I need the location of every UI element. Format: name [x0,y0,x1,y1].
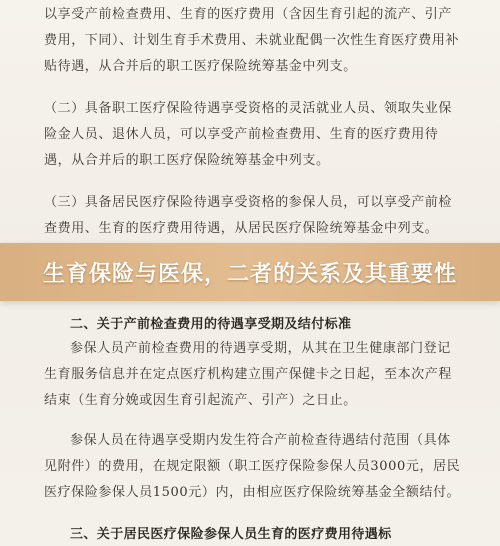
paragraph-prenatal-limits: 参保人员在待遇享受期内发生符合产前检查待遇结付范围（具体见附件）的费用，在规定限额（职工医疗保险参保人员3000元，居民医疗保险参保人员1500元）内，由相应医疗保险统筹基金全额结付。 [44,433,461,500]
paragraph-item-2: （二）具备职工医疗保险待遇享受资格的灵活就业人员、领取失业保险金人员、退休人员，可以享受产前检查费用、生育的医疗费用待遇，从合并后的职工医疗保险统筹基金中列支。 [44,101,453,168]
paragraph-benefits-intro: 以享受产前检查费用、生育的医疗费用（含因生育引起的流产、引产费用，下同）、计划生育手术费用、未就业配偶一次性生育医疗费用补贴待遇，从合并后的职工医疗保险统筹基金中列支。 [44,7,460,74]
section-heading-2: 二、关于产前检查费用的待遇享受期及结付标准 [70,317,352,332]
section-heading-3: 三、关于居民医疗保险参保人员生育的医疗费用待遇标 [70,527,392,542]
title-banner [0,243,500,301]
paragraph-prenatal-period: 参保人员产前检查费用的待遇享受期，从其在卫生健康部门登记生育服务信息并在定点医疗机构建立围产保健卡之日起，至本次产程结束（生育分娩或因生育引起流产、引产）之日止。 [44,341,453,408]
banner-title: 生育保险与医保，二者的关系及其重要性 [42,261,457,287]
paragraph-item-3: （三）具备居民医疗保险待遇享受资格的参保人员，可以享受产前检查费用、生育的医疗费用待遇，从居民医疗保险统筹基金中列支。 [44,195,453,236]
